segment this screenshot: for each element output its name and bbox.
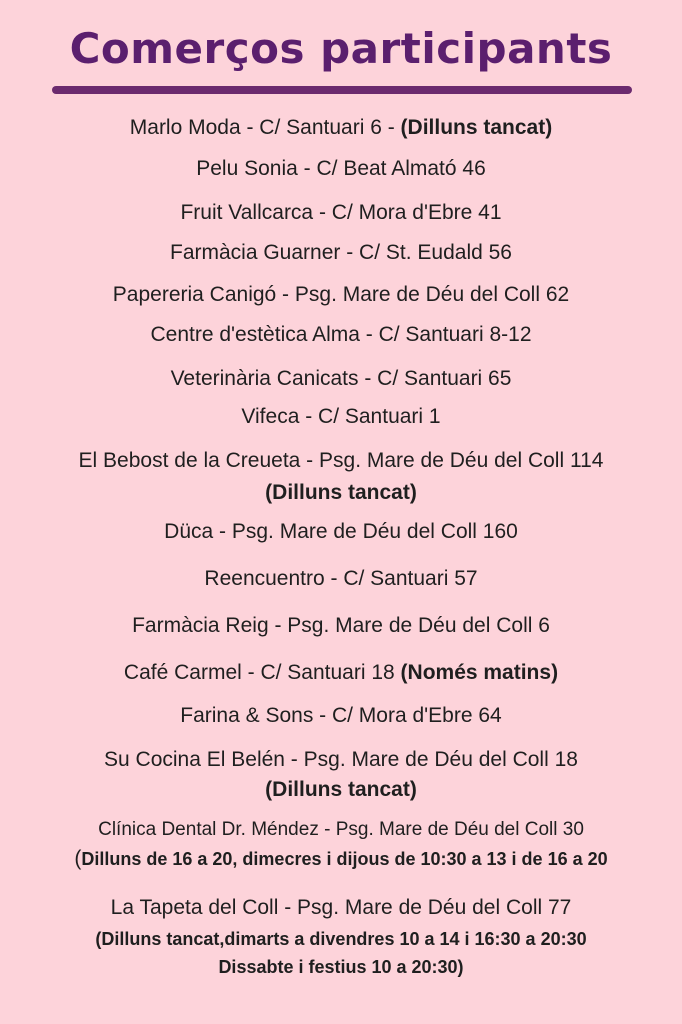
shop-veterinaria-canicats bbox=[0, 365, 682, 392]
shop-text: Fruit Vallcarca - C/ Mora d'Ebre 41 bbox=[180, 201, 502, 224]
shop-centre-estetica-alma bbox=[0, 321, 682, 348]
shop-farina-sons bbox=[0, 702, 682, 729]
shop-la-tapeta bbox=[0, 894, 682, 921]
shop-note: (Dilluns tancat) bbox=[265, 481, 417, 504]
shop-farmacia-reig bbox=[0, 612, 682, 639]
shop-note: (Dilluns tancat) bbox=[400, 116, 553, 139]
shop-text: Pelu Sonia - C/ Beat Almató 46 bbox=[196, 157, 486, 180]
shop-la-tapeta-note2 bbox=[0, 953, 682, 981]
shop-duca bbox=[0, 518, 682, 545]
shop-text: Centre d'estètica Alma - C/ Santuari 8-12 bbox=[150, 323, 532, 346]
shop-pelu-sonia bbox=[0, 155, 682, 182]
shop-note: (Dilluns tancat,dimarts a divendres 10 a 14 i 16:30 a 20:30 bbox=[95, 929, 587, 949]
shop-text: Düca - Psg. Mare de Déu del Coll 160 bbox=[164, 520, 518, 543]
shop-note: Dissabte i festius 10 a 20:30) bbox=[218, 957, 464, 977]
shop-text: Papereria Canigó - Psg. Mare de Déu del Coll 62 bbox=[112, 283, 570, 306]
shop-text: La Tapeta del Coll - Psg. Mare de Déu del Coll 77 bbox=[110, 896, 572, 919]
shop-note: Dilluns de 16 a 20, dimecres i dijous de 10:30 a 13 i de 16 a 20 bbox=[81, 849, 608, 869]
shop-text: Farmàcia Reig - Psg. Mare de Déu del Coll 6 bbox=[132, 614, 550, 637]
shop-text: Reencuentro - C/ Santuari 57 bbox=[204, 567, 478, 590]
shop-text: Farmàcia Guarner - C/ St. Eudald 56 bbox=[170, 241, 512, 264]
shop-note-prefix: ( bbox=[74, 847, 82, 870]
title-underline bbox=[52, 86, 632, 94]
shop-su-cocina bbox=[0, 746, 682, 773]
shop-clinica-dental-note bbox=[0, 845, 682, 873]
shop-el-bebost bbox=[0, 447, 682, 474]
shop-text: Vifeca - C/ Santuari 1 bbox=[241, 405, 441, 428]
shop-su-cocina-note bbox=[0, 776, 682, 803]
shop-vifeca bbox=[0, 403, 682, 430]
shop-la-tapeta-note bbox=[0, 925, 682, 953]
shop-text: El Bebost de la Creueta - Psg. Mare de Déu del Coll 114 bbox=[78, 449, 604, 472]
shop-fruit-vallcarca bbox=[0, 199, 682, 226]
shop-note: (Només matins) bbox=[400, 661, 559, 684]
shop-farmacia-guarner bbox=[0, 239, 682, 266]
shop-marlo-moda bbox=[0, 114, 682, 141]
page-title: Comerços participants bbox=[69, 24, 613, 73]
shop-note: (Dilluns tancat) bbox=[265, 778, 417, 801]
shop-text: Clínica Dental Dr. Méndez - Psg. Mare de Déu del Coll 30 bbox=[98, 819, 584, 840]
shop-text: Marlo Moda - C/ Santuari 6 - bbox=[129, 116, 401, 139]
shop-el-bebost-note bbox=[0, 479, 682, 506]
shop-text: Café Carmel - C/ Santuari 18 bbox=[123, 661, 401, 684]
shop-reencuentro bbox=[0, 565, 682, 592]
shop-cafe-carmel bbox=[0, 659, 682, 686]
shop-text: Su Cocina El Belén - Psg. Mare de Déu del Coll 18 bbox=[104, 748, 578, 771]
shop-clinica-dental bbox=[0, 816, 682, 843]
shop-text: Farina & Sons - C/ Mora d'Ebre 64 bbox=[180, 704, 502, 727]
shop-text: Veterinària Canicats - C/ Santuari 65 bbox=[170, 367, 512, 390]
shop-papereria-canigo bbox=[0, 281, 682, 308]
